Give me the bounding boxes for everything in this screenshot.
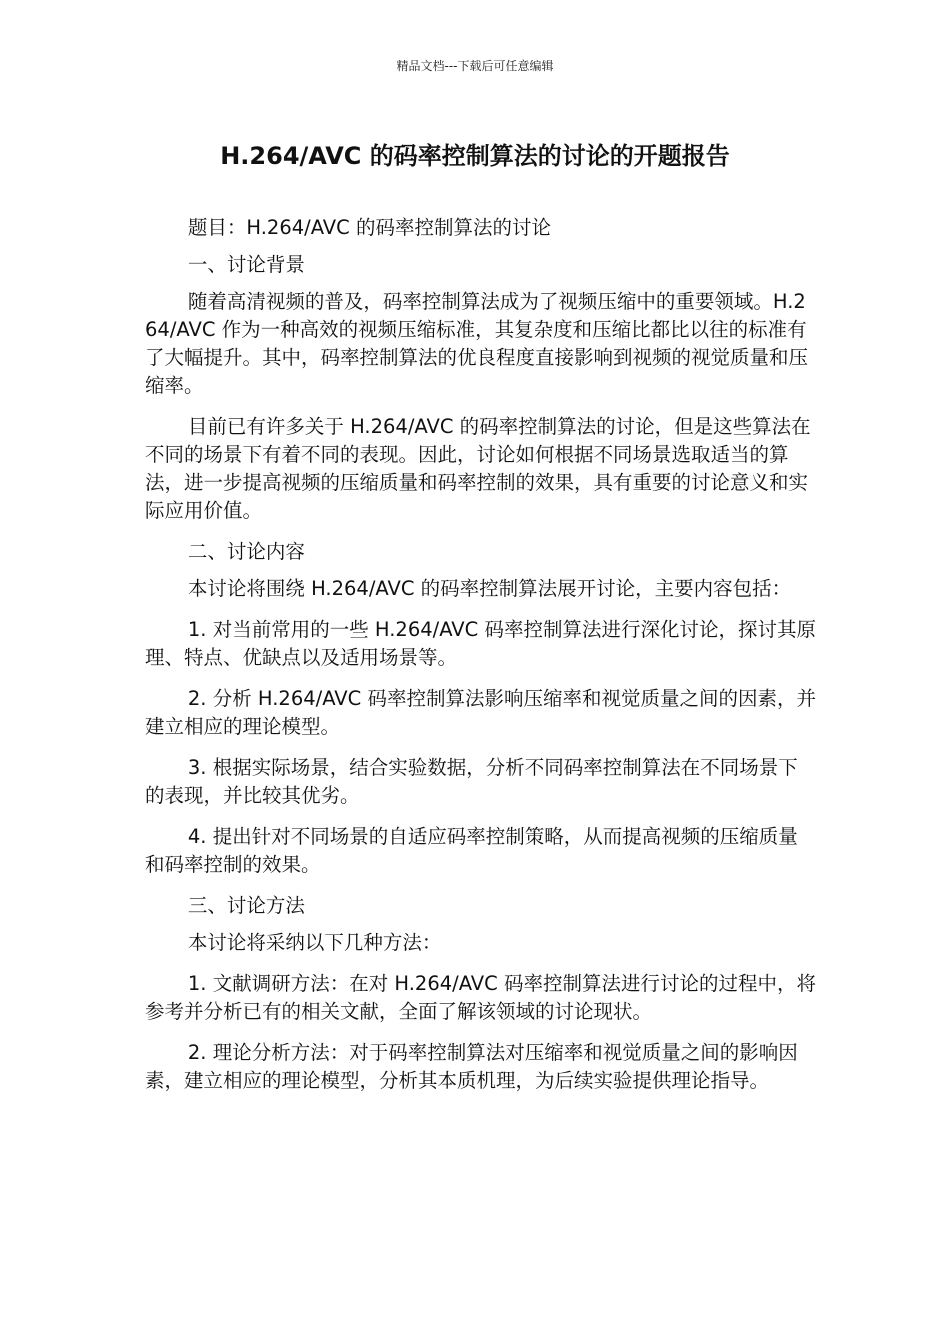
header-note: 精品文档---下载后可任意编辑 bbox=[396, 59, 554, 73]
content-item-2: 2. 分析 H.264/AVC 码率控制算法影响压缩率和视觉质量之间的因素，并建立相应的理论模型。 bbox=[145, 687, 816, 738]
document-title: H.264/AVC 的码率控制算法的讨论的开题报告 bbox=[220, 142, 730, 170]
topic-line: 题目：H.264/AVC 的码率控制算法的讨论 bbox=[187, 216, 551, 239]
method-item-2: 2. 理论分析方法：对于码率控制算法对压缩率和视觉质量之间的影响因素，建立相应的理论模型，分析其本质机理，为后续实验提供理论指导。 bbox=[145, 1041, 798, 1092]
content-intro: 本讨论将围绕 H.264/AVC 的码率控制算法展开讨论，主要内容包括： bbox=[187, 577, 792, 600]
content-item-4: 4. 提出针对不同场景的自适应码率控制策略，从而提高视频的压缩质量和码率控制的效果。 bbox=[145, 825, 798, 876]
section-heading-content: 二、讨论内容 bbox=[187, 540, 305, 563]
content-item-1: 1. 对当前常用的一些 H.264/AVC 码率控制算法进行深化讨论，探讨其原理、特点、优缺点以及适用场景等。 bbox=[145, 618, 816, 669]
section-heading-background: 一、讨论背景 bbox=[187, 253, 305, 276]
document-body bbox=[145, 214, 817, 1108]
content-item-3: 3. 根据实际场景，结合实验数据，分析不同码率控制算法在不同场景下的表现，并比较其优劣。 bbox=[145, 756, 798, 807]
background-paragraph-2: 目前已有许多关于 H.264/AVC 的码率控制算法的讨论，但是这些算法在不同的场景下有着不同的表现。因此，讨论如何根据不同场景选取适当的算法，进一步提高视频的压缩质量和码率控制的效果，具有重要的讨论意义和实际应用价值。 bbox=[145, 415, 811, 522]
background-paragraph-1: 随着高清视频的普及，码率控制算法成为了视频压缩中的重要领域。H.264/AVC 作为一种高效的视频压缩标准，其复杂度和压缩比都比以往的标准有了大幅提升。其中，码率控制算法的优良程度直接影响到视频的视觉质量和压缩率。 bbox=[145, 290, 809, 397]
method-item-1: 1. 文献调研方法：在对 H.264/AVC 码率控制算法进行讨论的过程中，将参考并分析已有的相关文献，全面了解该领域的讨论现状。 bbox=[145, 972, 816, 1023]
method-intro: 本讨论将采纳以下几种方法： bbox=[187, 931, 442, 954]
section-heading-method: 三、讨论方法 bbox=[187, 894, 305, 917]
